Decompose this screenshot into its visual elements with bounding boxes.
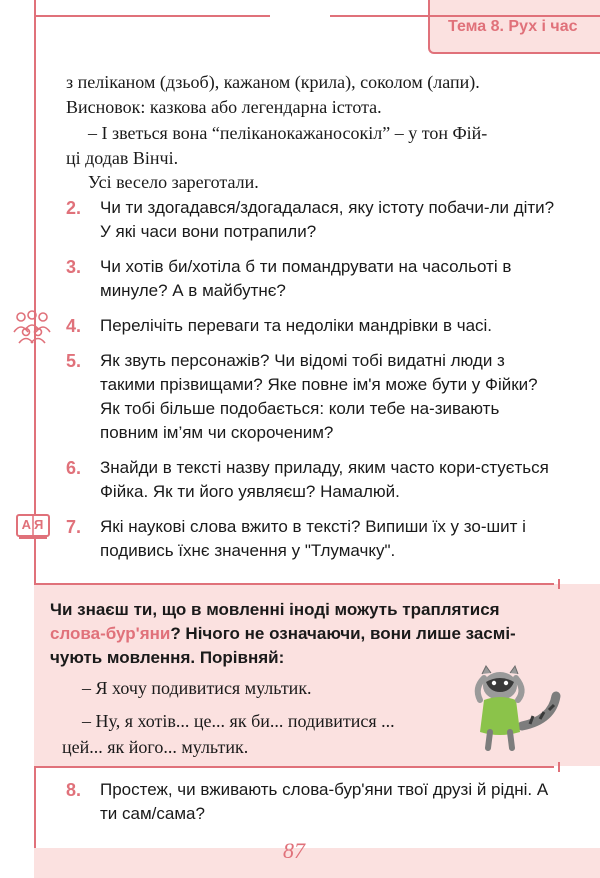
task-number: 5. bbox=[66, 351, 82, 371]
task-item bbox=[66, 778, 566, 826]
example-sentence: – Я хочу подивитися мультик. bbox=[82, 678, 312, 698]
task-text: Які наукові слова вжито в тексті? Випиши їх у зо-шит і подивись їхнє значення у "Тлумачку". bbox=[100, 517, 526, 560]
story-line: Висновок: казкова або легендарна істота. bbox=[66, 97, 382, 117]
task-list bbox=[66, 196, 566, 574]
footer-rule bbox=[330, 15, 600, 17]
story-line: ці додав Вінчі. bbox=[66, 148, 179, 168]
example-sentence: – Ну, я хотів... це... як би... подивитися ... bbox=[82, 711, 395, 731]
task-number: 4. bbox=[66, 316, 82, 336]
task-number: 3. bbox=[66, 257, 82, 277]
dictionary-icon bbox=[16, 514, 50, 540]
task-text: Чи хотів би/хотіла б ти помандрувати на часольоті в минуле? А в майбутнє? bbox=[100, 257, 512, 300]
group-work-icon bbox=[12, 310, 52, 344]
task-item bbox=[66, 456, 566, 504]
footer-rule bbox=[34, 15, 270, 17]
task-item bbox=[66, 349, 566, 445]
divider bbox=[34, 583, 554, 585]
did-you-know-text bbox=[50, 598, 556, 670]
story-line: – І зветься вона “пеліканокажаносокіл” – у тон Фій- bbox=[88, 123, 488, 143]
topic-title: Тема 8. Рух і час bbox=[448, 18, 578, 35]
story-line: Усі весело зареготали. bbox=[88, 172, 259, 192]
task-item bbox=[66, 515, 566, 563]
task-number: 8. bbox=[66, 780, 82, 800]
task-number: 7. bbox=[66, 517, 82, 537]
example-sentence: цей... як його... мультик. bbox=[62, 737, 249, 757]
divider bbox=[34, 766, 554, 768]
task-text: Простеж, чи вживають слова-бур'яни твої друзі й рідні. А ти сам/сама? bbox=[100, 780, 549, 823]
story-line: з пеліканом (дзьоб), кажаном (крила), соколом (лапи). bbox=[66, 72, 480, 92]
did-you-know-part1: Чи знаєш ти, що в мовленні іноді можуть траплятися bbox=[50, 600, 500, 619]
task-text: Чи ти здогадався/здогадалася, яку істоту побачи-ли діти? У які часи вони потрапили? bbox=[100, 198, 555, 241]
task-item bbox=[66, 255, 566, 303]
task-item bbox=[66, 196, 566, 244]
task-list bbox=[66, 778, 566, 837]
task-item bbox=[66, 314, 566, 338]
weed-words-term: слова-бур'яни bbox=[50, 624, 171, 643]
task-text: Перелічіть переваги та недоліки мандрівки в часі. bbox=[100, 316, 493, 335]
task-text: Як звуть персонажів? Чи відомі тобі видатні люди з такими прізвищами? Яке повне ім'я може бути у Фійки? Як тобі більше подобається: коли тебе на-зивають повним ім’ям чи скороченим? bbox=[100, 351, 538, 442]
raccoon-illustration bbox=[470, 664, 562, 752]
page-footer bbox=[34, 848, 600, 878]
task-text: Знайди в тексті назву приладу, яким часто кори-стується Фійка. Як ти його уявляєш? Намалюй. bbox=[100, 458, 549, 501]
task-number: 2. bbox=[66, 198, 82, 218]
topic-header bbox=[428, 0, 600, 54]
page-number: 87 bbox=[283, 838, 305, 863]
did-you-know-part2: ? Нічого не означаючи, вони лише засмі-чують мовлення. Порівняй: bbox=[50, 624, 516, 667]
task-number: 6. bbox=[66, 458, 82, 478]
dictionary-label: АЯ bbox=[21, 517, 47, 532]
